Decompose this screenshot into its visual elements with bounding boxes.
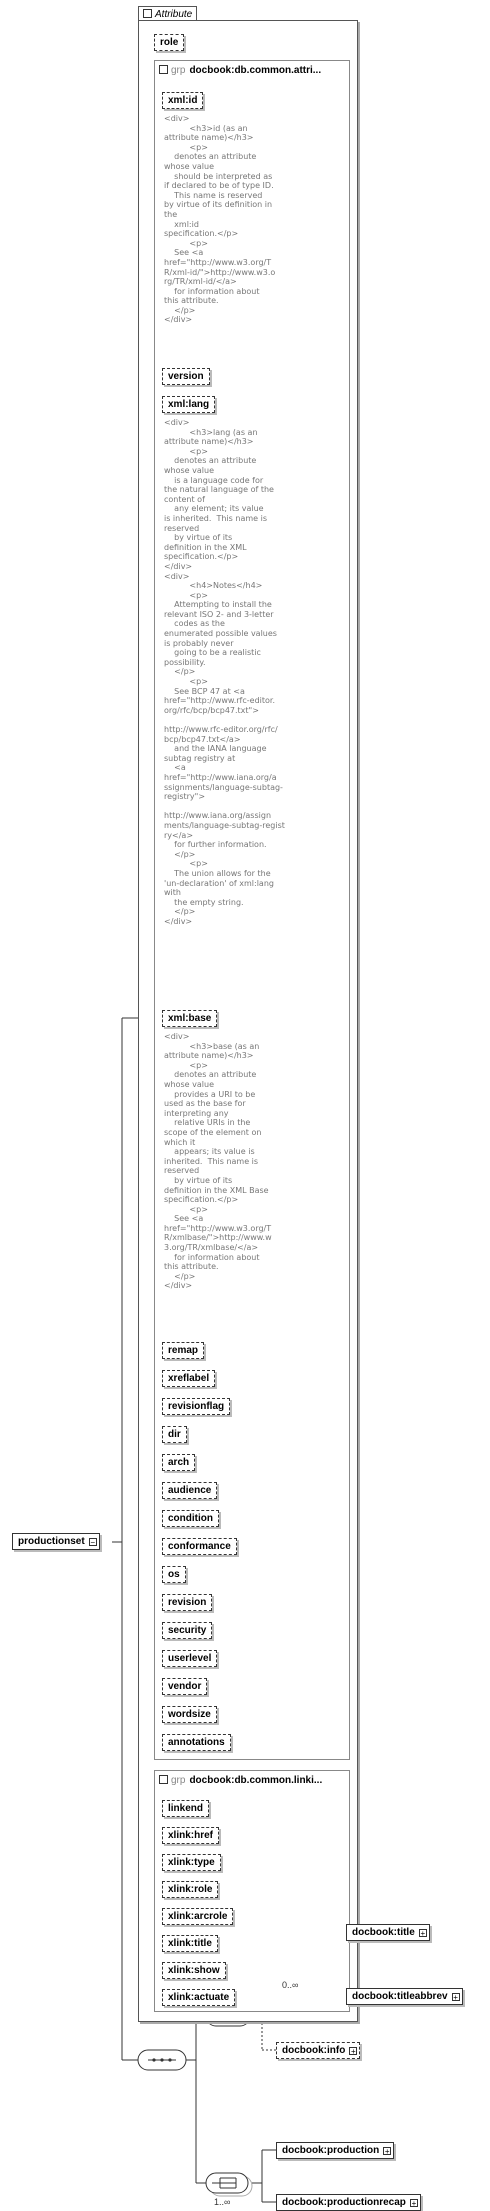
element-docbook-production[interactable] <box>276 2142 394 2159</box>
root-label: productionset <box>18 1536 85 1547</box>
choice-cardinality: 0..∞ <box>282 1980 299 1990</box>
attribute-label: audience <box>168 1485 212 1496</box>
attribute-security[interactable] <box>162 1622 212 1639</box>
attribute-tab <box>138 6 197 20</box>
attribute-label: xlink:arcrole <box>168 1911 228 1922</box>
repeat-choice-compositor <box>206 2173 252 2196</box>
expand-icon[interactable]: + <box>350 2047 356 2056</box>
attribute-label: dir <box>168 1429 181 1440</box>
attribute-vendor[interactable] <box>162 1678 207 1695</box>
attribute-label: revisionflag <box>168 1401 225 1412</box>
group-prefix: grp <box>171 1775 186 1786</box>
group-common-header <box>159 64 321 76</box>
attribute-label: xlink:role <box>168 1884 213 1895</box>
attribute-xlink-type[interactable] <box>162 1854 221 1871</box>
group-name: docbook:db.common.linki... <box>189 1775 323 1786</box>
attribute-label: xreflabel <box>168 1373 210 1384</box>
expand-icon[interactable]: − <box>90 1538 95 1547</box>
attribute-label: revision <box>168 1597 207 1608</box>
attribute-arch[interactable] <box>162 1454 195 1471</box>
xml-id-documentation: <div> <h3>id (as an attribute name)</h3> <p> denotes an attribute whose value should be interpreted as if declared to be of type ID. This name is reserved by virtue of its definition in the xml:id specification.</p> <p> See <a href="http://www.w3.org/T R/xml-id/">http://www.w3.o rg/TR/xml-id/</a> for information about this attribute. </p> </div> <box>164 114 276 325</box>
group-name: docbook:db.common.attri... <box>189 65 322 76</box>
attribute-label: linkend <box>168 1803 204 1814</box>
attribute-label: condition <box>168 1513 213 1524</box>
attribute-os[interactable] <box>162 1566 186 1583</box>
element-label: docbook:production <box>282 2145 380 2156</box>
expand-icon[interactable]: + <box>420 1929 426 1938</box>
attribute-revisionflag[interactable] <box>162 1398 230 1415</box>
attribute-xml-base[interactable] <box>162 1010 217 1027</box>
attribute-condition[interactable] <box>162 1510 219 1527</box>
attribute-conformance[interactable] <box>162 1538 237 1555</box>
collapse-icon[interactable] <box>159 1775 168 1784</box>
xml-lang-documentation: <div> <h3>lang (as an attribute name)</h3> <p> denotes an attribute whose value is a language code for the natural language of the content of any element; its value is inherited. This name is reserved by virtue of its definition in the XML specification.</p> </div> <div> <h4>Notes</h4> <p> Attempting to install the relevant ISO 2- and 3-letter codes as the enumerated possible values is probably never going to be a realistic possibility. </p> <p> See BCP 47 at <a href="http://www.rfc-editor. org/rfc/bcp/bcp47.txt"> http://www.rfc-editor.org/rfc/ bcp/bcp47.txt</a> and the IANA language subtag registry at <a href="http://www.iana.org/a ssignments/language-subtag- registry"> http://www.iana.org/assign ments/language-subtag-regist ry</a> for further information. </p> <p> The union allows for the 'un-declaration' of xml:lang with the empty string. </p> </div> <box>164 418 285 926</box>
attribute-xlink-actuate[interactable] <box>162 1989 235 2006</box>
attribute-audience[interactable] <box>162 1482 217 1499</box>
element-docbook-titleabbrev[interactable] <box>346 1988 463 2005</box>
attribute-label: userlevel <box>168 1653 212 1664</box>
attribute-label: security <box>168 1625 207 1636</box>
attribute-dir[interactable] <box>162 1426 187 1443</box>
element-docbook-title[interactable] <box>346 1924 430 1941</box>
attribute-revision[interactable] <box>162 1594 212 1611</box>
attribute-label: xlink:show <box>168 1965 220 1976</box>
attribute-label: os <box>168 1569 180 1580</box>
attribute-role[interactable] <box>154 34 184 51</box>
expand-icon[interactable]: + <box>453 1993 458 2002</box>
element-label: docbook:titleabbrev <box>352 1991 448 2002</box>
attribute-tab-label: Attribute <box>155 9 193 20</box>
element-label: docbook:productionrecap <box>282 2197 406 2208</box>
attribute-label: wordsize <box>168 1709 211 1720</box>
attribute-annotations[interactable] <box>162 1734 231 1751</box>
attribute-xlink-arcrole[interactable] <box>162 1908 233 1925</box>
sequence-compositor <box>138 2050 186 2070</box>
attribute-label: vendor <box>168 1681 202 1692</box>
element-label: docbook:info <box>282 2045 346 2056</box>
repeat-cardinality: 1..∞ <box>214 2197 231 2207</box>
attribute-label: xlink:type <box>168 1857 215 1868</box>
attribute-label: xml:lang <box>168 399 210 410</box>
element-docbook-info[interactable] <box>276 2042 360 2059</box>
attribute-xreflabel[interactable] <box>162 1370 215 1387</box>
attribute-label: arch <box>168 1457 190 1468</box>
element-docbook-productionrecap[interactable] <box>276 2194 421 2211</box>
attribute-label: remap <box>168 1345 199 1356</box>
attribute-xlink-show[interactable] <box>162 1962 226 1979</box>
attribute-xlink-role[interactable] <box>162 1881 218 1898</box>
expand-icon[interactable]: + <box>384 2147 390 2156</box>
element-label: docbook:title <box>352 1927 415 1938</box>
group-linking-header <box>159 1774 322 1786</box>
attribute-wordsize[interactable] <box>162 1706 217 1723</box>
attribute-label: role <box>160 37 179 48</box>
attribute-label: xml:base <box>168 1013 212 1024</box>
attribute-label: xml:id <box>168 95 198 106</box>
attribute-label: xlink:actuate <box>168 1992 230 2003</box>
attribute-label: annotations <box>168 1737 225 1748</box>
attribute-xlink-href[interactable] <box>162 1827 219 1844</box>
xml-base-documentation: <div> <h3>base (as an attribute name)</h3> <p> denotes an attribute whose value provides a URI to be used as the base for interpreting any relative URIs in the scope of the element on which it appears; its value is inherited. This name is reserved by virtue of its definition in the XML Base specification.</p> <p> See <a href="http://www.w3.org/T R/xmlbase/">http://www.w 3.org/TR/xmlbase/</a> for information about this attribute. </p> </div> <box>164 1032 272 1291</box>
attribute-linkend[interactable] <box>162 1800 209 1817</box>
attribute-remap[interactable] <box>162 1342 204 1359</box>
attribute-xml-id[interactable] <box>162 92 203 109</box>
attribute-xlink-title[interactable] <box>162 1935 218 1952</box>
attribute-label: xlink:href <box>168 1830 214 1841</box>
attribute-label: xlink:title <box>168 1938 212 1949</box>
group-prefix: grp <box>171 65 186 76</box>
collapse-icon[interactable] <box>143 9 152 18</box>
attribute-label: version <box>168 371 204 382</box>
attribute-userlevel[interactable] <box>162 1650 217 1667</box>
attribute-xml-lang[interactable] <box>162 396 215 413</box>
root-element-productionset[interactable] <box>12 1533 100 1550</box>
collapse-icon[interactable] <box>159 65 168 74</box>
attribute-version[interactable] <box>162 368 210 385</box>
expand-icon[interactable]: + <box>411 2199 417 2208</box>
attribute-label: conformance <box>168 1541 231 1552</box>
